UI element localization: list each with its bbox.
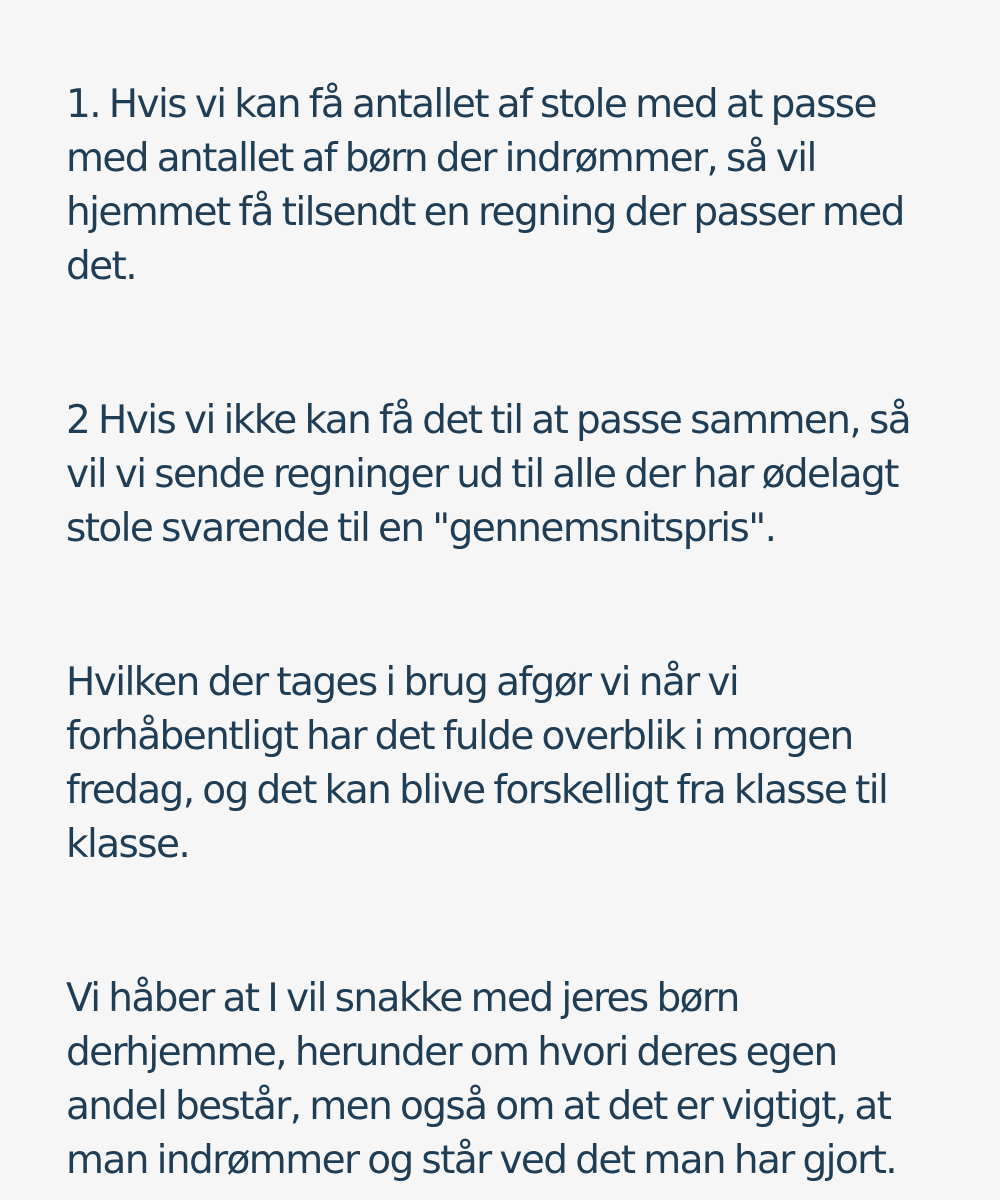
- text-line: andel består, men også om at det er vigtigt, at: [66, 1084, 891, 1129]
- paragraph-gap: [66, 556, 980, 656]
- text-line: Hvilken der tages i brug afgør vi når vi: [66, 660, 739, 705]
- text-line: Vi håber at I vil snakke med jeres børn: [66, 976, 739, 1021]
- text-line: hjemmet få tilsendt en regning der passer med: [66, 190, 904, 235]
- text-line: 1. Hvis vi kan få antallet af stole med at passe: [66, 82, 876, 127]
- text-line: klasse.: [66, 822, 190, 867]
- paragraph-option-1: [66, 78, 980, 294]
- paragraph-gap: [66, 294, 980, 394]
- paragraph-decision: [66, 656, 980, 872]
- text-line: forhåbentligt har det fulde overblik i morgen: [66, 714, 853, 759]
- text-line: derhjemme, herunder om hvori deres egen: [66, 1030, 837, 1075]
- paragraph-gap: [66, 872, 980, 972]
- text-line: fredag, og det kan blive forskelligt fra klasse til: [66, 768, 888, 813]
- text-line: vil vi sende regninger ud til alle der har ødelagt: [66, 452, 898, 497]
- text-line: 2 Hvis vi ikke kan få det til at passe sammen, så: [66, 398, 911, 443]
- paragraph-hope: [66, 972, 980, 1188]
- paragraph-option-2: [66, 394, 980, 556]
- text-line: man indrømmer og står ved det man har gjort.: [66, 1138, 897, 1183]
- text-line: med antallet af børn der indrømmer, så vil: [66, 136, 816, 181]
- text-line: stole svarende til en "gennemsnitspris".: [66, 506, 776, 551]
- text-line: det.: [66, 244, 137, 289]
